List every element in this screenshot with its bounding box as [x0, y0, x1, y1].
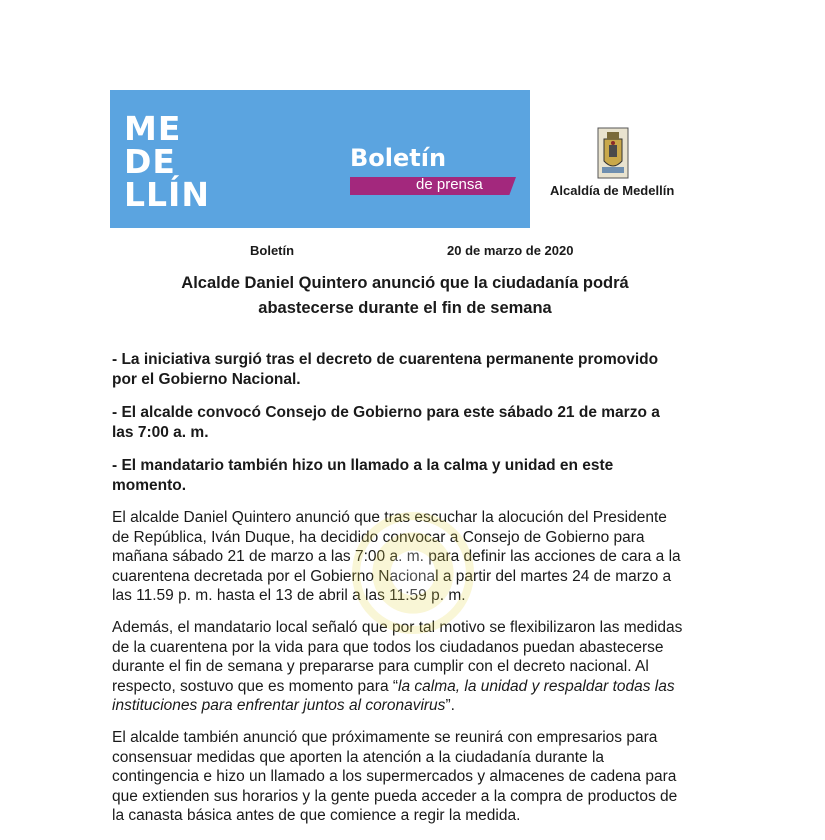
bullet-3	[112, 456, 732, 496]
headline	[100, 271, 710, 321]
bulletin-label: Boletín	[250, 243, 295, 258]
p1-line-4: cuarentena decretada por el Gobierno Nacional a partir del martes 24 de marzo a	[112, 567, 672, 585]
p2-quote-part-2: instituciones para enfrentar juntos al coronavirus	[112, 697, 446, 714]
p2-line-4-a: respecto, sostuvo que es momento para “	[112, 677, 399, 695]
paragraph-3	[112, 728, 737, 826]
p1-line-3: mañana sábado 21 de marzo a las 7:00 a. m. para definir las acciones de cara a la	[112, 548, 681, 565]
medellin-banner	[110, 90, 530, 228]
p2-line-2: de la cuarentena por la vida para que todos los ciudadanos puedan abastecerse	[112, 638, 664, 656]
bullet-2-line-1: - El alcalde convocó Consejo de Gobierno para este sábado 21 de marzo a	[112, 404, 660, 421]
bullet-1-line-1: - La iniciativa surgió tras el decreto de cuarentena permanente promovido	[112, 351, 659, 368]
p3-line-2: consensuar medidas que aporten la atención a la ciudadanía durante la	[112, 748, 605, 766]
p1-line-2: de República, Iván Duque, ha decidido convocar a Consejo de Gobierno para	[112, 528, 645, 546]
p2-line-5	[112, 696, 737, 716]
alcaldia-label: Alcaldía de Medellín	[550, 183, 675, 198]
p2-line-4	[112, 677, 737, 697]
logo-line-3: LLÍN	[124, 175, 210, 214]
paragraph-2	[112, 618, 737, 716]
p3-line-5: la canasta básica antes de que comience a regir la medida.	[112, 807, 521, 824]
bullet-2-line-2: las 7:00 a. m.	[112, 424, 209, 441]
p3-line-3: contingencia e hizo un llamado a los supermercados y almacenes de cadena para	[112, 768, 677, 785]
paragraph-1	[112, 508, 737, 606]
boletin-title: Boletín	[350, 144, 447, 172]
p1-line-1: El alcalde Daniel Quintero anunció que tras escuchar la alocución del Presidente	[112, 509, 667, 526]
p3-line-1: El alcalde también anunció que próximamente se reunirá con empresarios para	[112, 729, 658, 746]
p2-line-3: durante el fin de semana y prepararse para cumplir con el decreto nacional. Al	[112, 658, 649, 675]
logo-line-1: ME	[124, 109, 182, 148]
headline-line-2: abastecerse durante el fin de semana	[258, 299, 552, 317]
bullet-3-line-1: - El mandatario también hizo un llamado a la calma y unidad en este	[112, 457, 614, 474]
bullet-2	[112, 403, 732, 443]
logo-line-2: DE	[124, 142, 176, 181]
p3-line-4: que extienden sus horarios y la gente pueda acceder a la compra de productos de	[112, 787, 678, 805]
coat-of-arms-icon	[596, 127, 630, 179]
headline-line-1: Alcalde Daniel Quintero anunció que la ciudadanía podrá	[181, 274, 629, 292]
de-prensa-label: de prensa	[416, 176, 483, 193]
bullet-1	[112, 350, 732, 390]
p2-line-5-b: ”.	[445, 697, 455, 714]
medellin-logo	[124, 109, 210, 214]
p2-line-1: Además, el mandatario local señaló que por tal motivo se flexibilizaron las medidas	[112, 619, 683, 636]
p1-line-5: las 11.59 p. m. hasta el 13 de abril a las 11:59 p. m.	[112, 587, 466, 604]
p2-quote-part-1: la calma, la unidad y respaldar todas las	[398, 677, 675, 695]
bulletin-date: 20 de marzo de 2020	[447, 243, 574, 258]
bullet-3-line-2: momento.	[112, 477, 187, 494]
bullet-1-line-2: por el Gobierno Nacional.	[112, 371, 301, 388]
